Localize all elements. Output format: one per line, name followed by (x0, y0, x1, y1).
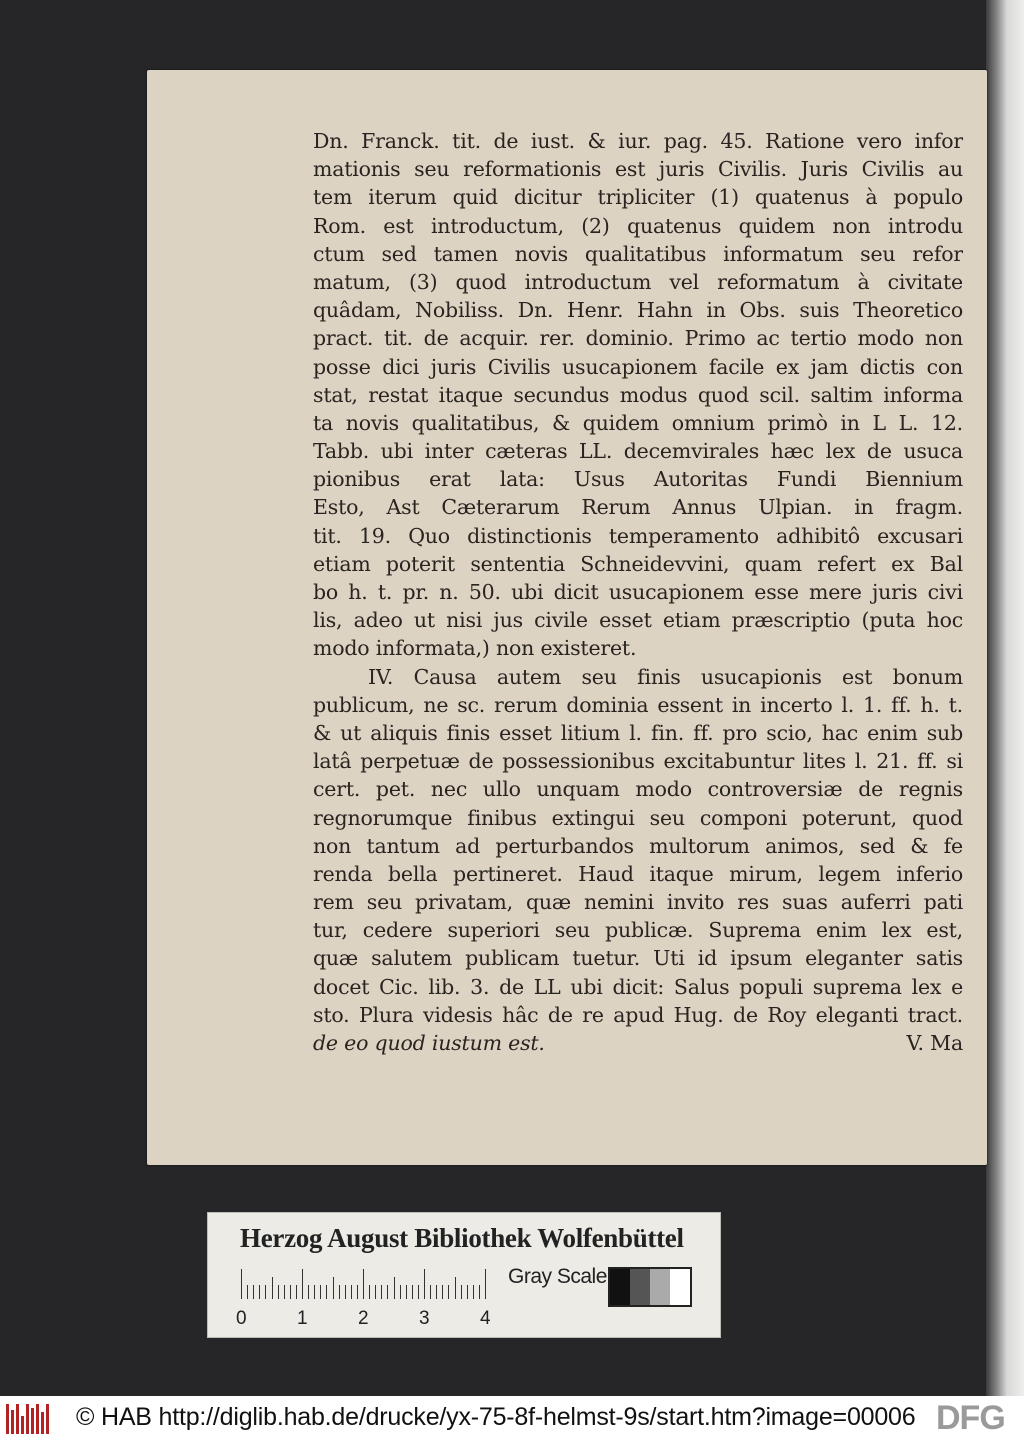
text-line: non tantum ad perturbandos multorum animos, sed & fe (313, 833, 963, 858)
catchword: V. Ma (906, 1031, 963, 1055)
text-line: IV. Causa autem seu finis usucapionis est bonum (368, 664, 963, 689)
ruler-tick (278, 1285, 279, 1299)
ruler-tick (400, 1285, 401, 1299)
gray-swatch (630, 1269, 650, 1305)
ruler-tick (253, 1285, 254, 1299)
text-line: etiam poterit sententia Schneidevvini, quam refert ex Bal (313, 551, 963, 576)
text-line: stat, restat itaque secundus modus quod scil. saltim informa (313, 382, 963, 407)
ruler-tick (290, 1285, 291, 1299)
ruler-tick (333, 1277, 334, 1299)
logo-bar (16, 1404, 19, 1434)
ruler-tick (406, 1285, 407, 1299)
ruler-tick (473, 1285, 474, 1299)
ruler-tick (436, 1285, 437, 1299)
ruler-tick (381, 1285, 382, 1299)
gray-swatch (670, 1269, 690, 1305)
text-line: tit. 19. Quo distinctionis temperamento adhibitô excusari (313, 523, 963, 548)
logo-bar (46, 1404, 49, 1434)
text-line: renda bella pertineret. Haud itaque mirum, legem inferio (313, 861, 963, 886)
logo-bar (36, 1404, 39, 1434)
library-name: Herzog August Bibliothek Wolfenbüttel (240, 1223, 684, 1253)
last-text-line: de eo quod iustum est. (313, 1031, 545, 1055)
logo-bar (11, 1410, 14, 1434)
ruler-tick (259, 1285, 260, 1299)
gray-scale-swatches (608, 1267, 692, 1307)
text-line: tem iterum quid dicitur tripliciter (1) quatenus à populo (313, 185, 963, 210)
ruler-tick (284, 1285, 285, 1299)
copyright-url[interactable]: © HAB http://diglib.hab.de/drucke/yx-75-8f-helmst-9s/start.htm?image=00006 (76, 1403, 916, 1431)
ruler-tick (351, 1285, 352, 1299)
text-line: Dn. Franck. tit. de iust. & iur. pag. 45. Ratione vero infor (313, 129, 963, 153)
ruler-number: 4 (480, 1308, 491, 1329)
text-line: lis, adeo ut nisi jus civile esset etiam præscriptio (puta hoc (313, 608, 963, 633)
text-line: modo informata,) non existeret. (313, 636, 637, 661)
ruler-tick (394, 1277, 395, 1299)
ruler-tick (455, 1277, 456, 1299)
ruler-tick (369, 1285, 370, 1299)
ruler-number: 2 (358, 1308, 369, 1329)
text-line: rem seu privatam, quæ nemini invito res suas auferri pati (313, 890, 963, 915)
hab-logo-icon (6, 1404, 50, 1434)
ruler-tick (296, 1285, 297, 1299)
footer-bar (0, 1396, 1024, 1443)
ruler (241, 1269, 499, 1299)
text-line: pract. tit. de acquir. rer. dominio. Primo ac tertio modo non (313, 326, 963, 351)
ruler-tick (412, 1285, 413, 1299)
ruler-tick (302, 1269, 303, 1299)
text-line: bo h. t. pr. n. 50. ubi dicit usucapionem esse mere juris civi (313, 580, 963, 604)
text-line: ctum sed tamen novis qualitatibus informatum seu refor (313, 241, 963, 266)
text-line: mationis seu reformationis est juris Civilis. Juris Civilis au (313, 157, 963, 182)
last-line-row (313, 1029, 963, 1057)
logo-bar (31, 1408, 34, 1434)
logo-bar (26, 1404, 29, 1434)
ruler-tick (320, 1285, 321, 1299)
text-line: docet Cic. lib. 3. de LL ubi dicit: Salus populi suprema lex e (313, 974, 963, 999)
ruler-tick (241, 1269, 242, 1299)
text-line: publicum, ne sc. rerum dominia essent in incerto l. 1. ff. h. t. (313, 692, 963, 717)
text-line: regnorumque finibus extingui seu componi poterunt, quod (313, 805, 963, 830)
ruler-number: 1 (297, 1308, 308, 1329)
ruler-tick (272, 1277, 273, 1299)
ruler-tick (339, 1285, 340, 1299)
ruler-tick (265, 1285, 266, 1299)
text-line: pionibus erat lata: Usus Autoritas Fundi Biennium (313, 467, 963, 492)
ruler-tick (314, 1285, 315, 1299)
ruler-tick (448, 1285, 449, 1299)
ruler-tick (430, 1285, 431, 1299)
text-line: Rom. est introductum, (2) quatenus quidem non introdu (313, 213, 963, 238)
ruler-tick (326, 1285, 327, 1299)
text-line: latâ perpetuæ de possessionibus excitabuntur lites l. 21. ff. si (313, 749, 963, 774)
ruler-number: 0 (236, 1308, 247, 1329)
text-line: & ut aliquis finis esset litium l. fin. ff. pro scio, hac enim sub (313, 720, 963, 745)
page-text (313, 127, 963, 1057)
gray-swatch (650, 1269, 670, 1305)
text-line: ta novis qualitatibus, & quidem omnium primò in L L. 12. (313, 410, 963, 435)
gray-scale-label: Gray Scale (508, 1265, 607, 1288)
gray-swatch (610, 1269, 630, 1305)
dfg-logo: DFG (936, 1399, 1005, 1437)
ruler-tick (375, 1285, 376, 1299)
ruler-tick (461, 1285, 462, 1299)
text-line: tur, cedere superiori seu publicæ. Suprema enim lex est, (313, 918, 963, 943)
text-line: posse dici juris Civilis usucapionem facile ex jam dictis con (313, 354, 963, 379)
ruler-tick (467, 1285, 468, 1299)
book-edge (986, 0, 1024, 1396)
ruler-number: 3 (419, 1308, 430, 1329)
ruler-tick (247, 1285, 248, 1299)
text-line: sto. Plura videsis hâc de re apud Hug. de Roy eleganti tract. (313, 1002, 963, 1027)
logo-bar (21, 1416, 24, 1434)
ruler-tick (424, 1269, 425, 1299)
gray-scale-card (207, 1212, 721, 1338)
ruler-tick (308, 1285, 309, 1299)
ruler-tick (345, 1285, 346, 1299)
text-line: quæ salutem publicam tuetur. Uti id ipsum eleganter satis (313, 946, 963, 971)
logo-bar (41, 1412, 44, 1434)
ruler-tick (485, 1269, 486, 1299)
ruler-tick (357, 1285, 358, 1299)
text-line: cert. pet. nec ullo unquam modo controversiæ de regnis (313, 777, 963, 802)
text-line: quâdam, Nobiliss. Dn. Henr. Hahn in Obs. suis Theoretico (313, 298, 963, 323)
ruler-tick (387, 1285, 388, 1299)
text-line: Esto, Ast Cæterarum Rerum Annus Ulpian. in fragm. (313, 495, 963, 520)
text-line: matum, (3) quod introductum vel reformatum à civitate (313, 269, 963, 294)
ruler-tick (418, 1285, 419, 1299)
logo-bar (6, 1404, 9, 1434)
ruler-tick (479, 1285, 480, 1299)
text-line: Tabb. ubi inter cæteras LL. decemvirales hæc lex de usuca (313, 439, 963, 464)
ruler-tick (442, 1285, 443, 1299)
ruler-tick (363, 1269, 364, 1299)
